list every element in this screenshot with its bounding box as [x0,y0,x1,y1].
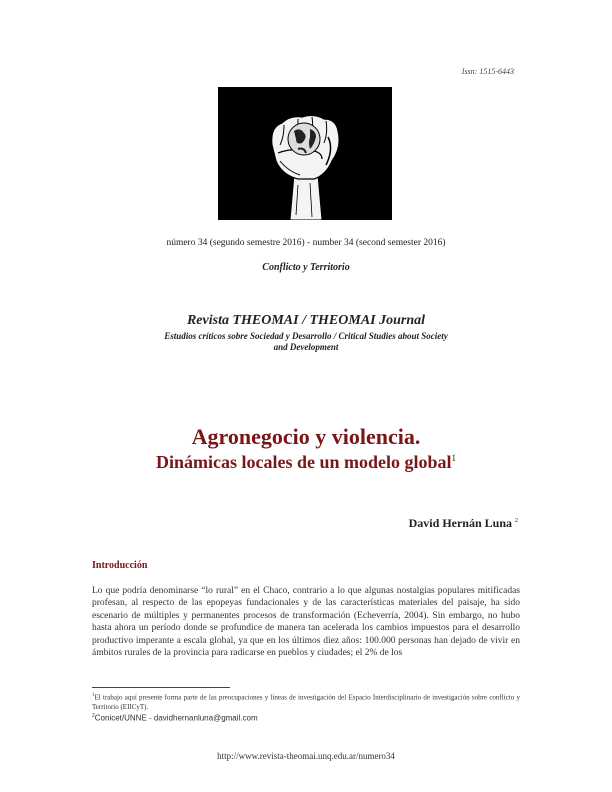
footnote-1-mark: 1 [92,693,95,698]
footnote-divider [92,687,230,688]
journal-logo [218,87,392,220]
title-footnote-mark: 1 [451,453,456,463]
author [409,516,518,531]
issue-title: Conflicto y Territorio [262,262,350,273]
footnote-2-text: Conicet/UNNE - davidhernanluna@gmail.com [94,713,258,723]
issue-line: número 34 (segundo semestre 2016) - number 34 (second semester 2016) [166,238,446,248]
section-heading: Introducción [92,560,148,571]
raised-fist-globe-icon [218,87,392,220]
article-title-line1: Agronegocio y violencia. [191,424,421,449]
issn-label: Issn: 1515-6443 [461,67,514,76]
journal-name: Revista THEOMAI / THEOMAI Journal [186,313,426,328]
article-title-line2 [0,452,612,473]
journal-subtitle: Estudios críticos sobre Sociedad y Desarrollo / Critical Studies about Society and Development [164,331,448,352]
author-name: David Hernán Luna [408,516,512,530]
footer-url[interactable]: http://www.revista-theomai.unq.edu.ar/numero34 [217,751,395,761]
author-footnote-mark: 2 [515,518,518,524]
footnote-1 [92,691,520,712]
body-paragraph: Lo que podría denominarse “lo rural” en el Chaco, contrario a lo que algunas nostalgias populares mitificadas profesan, al respecto de las epopeyas fundacionales y de las características materiales del paisaje, ha sido escenario de múltiples y permanentes procesos de transformación (Echeverría, 2004). Sin embargo, no hubo hasta ahora un período donde se profundice de manera tan acelerada los cambios impuestos para el desarrollo productivo imperante a escala global, ya que en los últimos diez años: 100.000 personas han dejado de vivir en ámbitos rurales de la provincia para radicarse en pueblos y ciudades; el 2% de los [92,586,520,659]
footnote-2 [92,713,258,723]
article-title-line2-text: Dinámicas locales de un modelo global [155,452,452,472]
footnote-2-mark: 2 [92,713,95,719]
footnote-1-text: El trabajo aquí presente forma parte de las preocupaciones y líneas de investigación del Espacio Interdisciplinario de investigación sobre conflicto y Territorio (EIICyT). [92,693,520,711]
